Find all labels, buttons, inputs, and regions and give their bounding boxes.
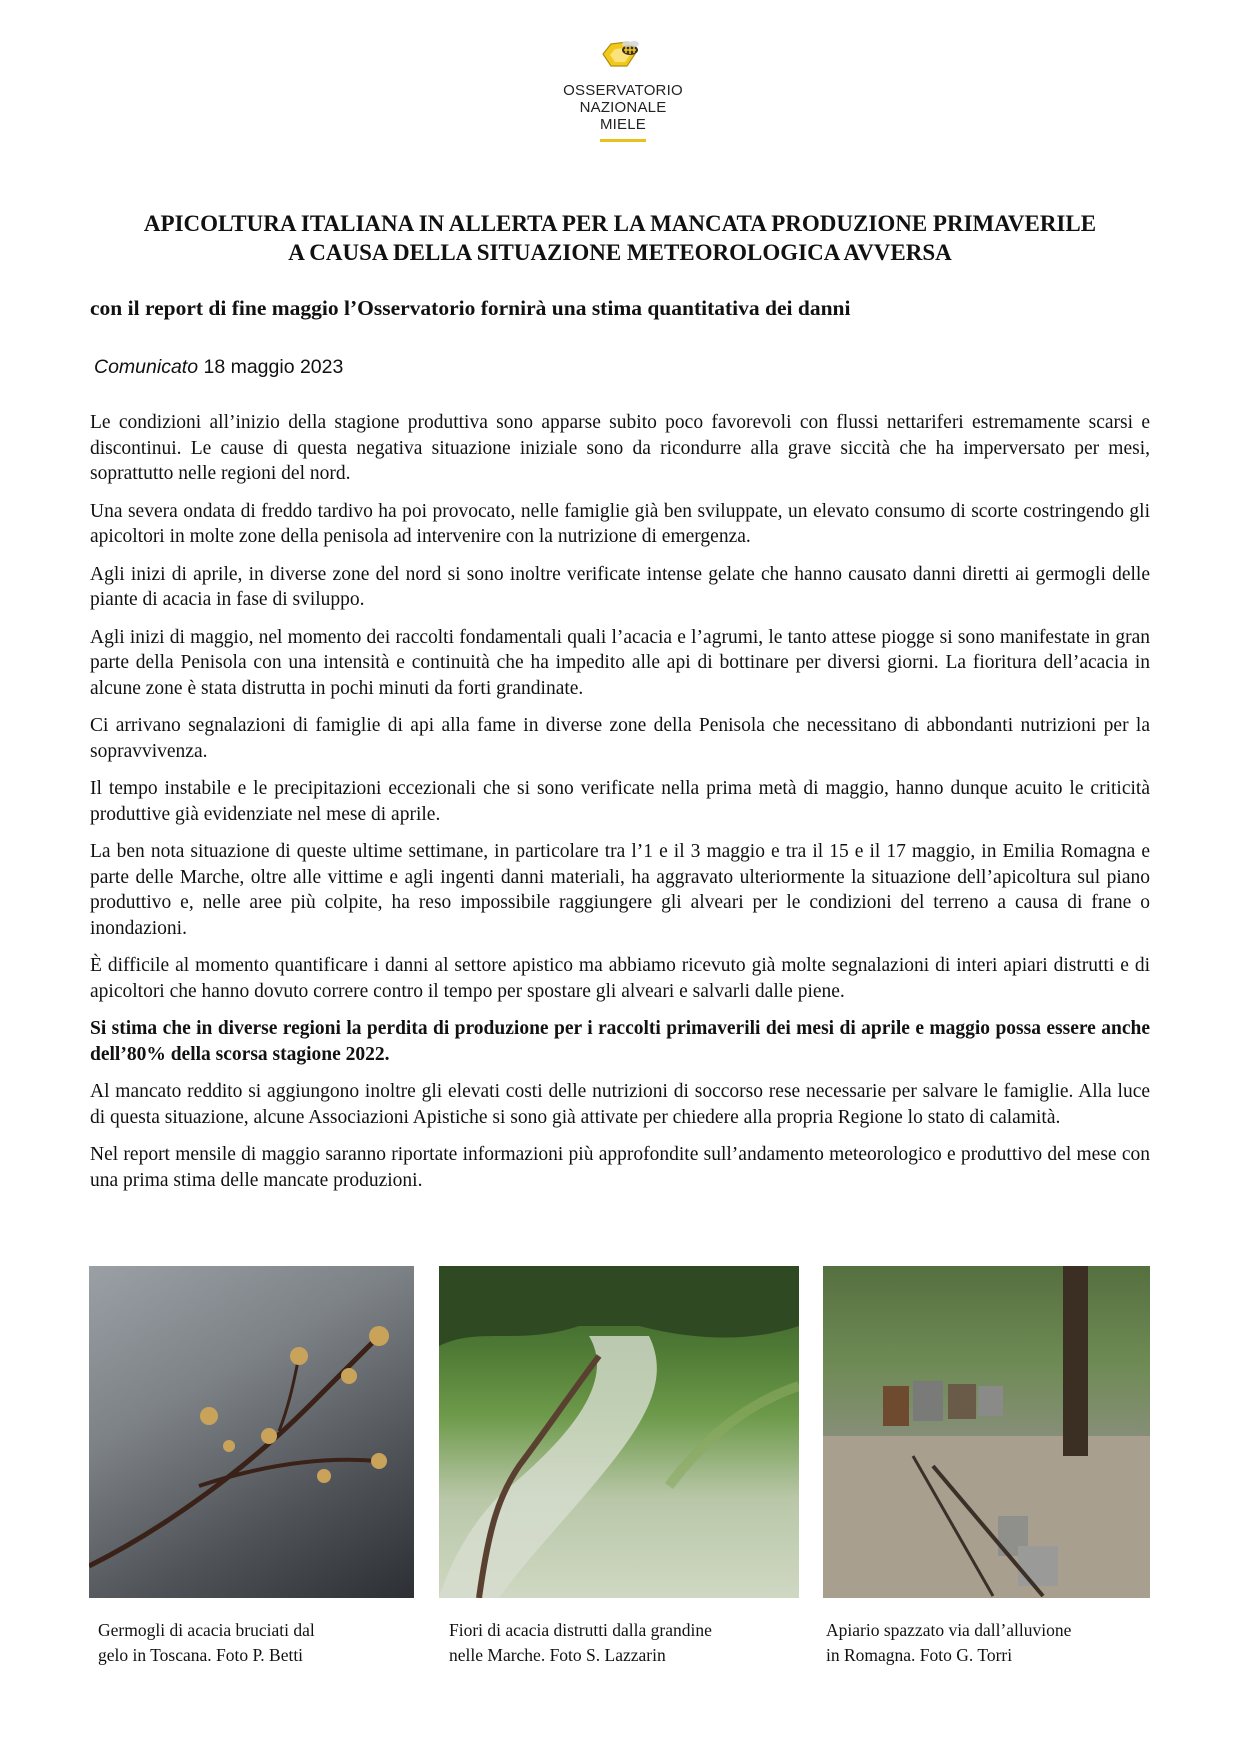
photo-flooded-apiary bbox=[823, 1266, 1150, 1598]
highlight-paragraph: Si stima che in diverse regioni la perdita di produzione per i raccolti primaverili dei mesi di aprile e maggio possa essere anche dell’80% della scorsa stagione 2022. bbox=[90, 1018, 1150, 1065]
publisher-logo bbox=[548, 40, 698, 142]
page-title bbox=[88, 209, 1152, 267]
paragraph: Nel report mensile di maggio saranno riportate informazioni più approfondite sull’andamento meteorologico e produttivo del mese con una prima stima delle mancate produzioni. bbox=[90, 1144, 1150, 1191]
paragraph: È difficile al momento quantificare i danni al settore apistico ma abbiamo ricevuto già molte segnalazioni di interi apiari distrutti e di apicoltori che hanno dovuto correre contro il tempo per spostare gli alveari e salvarli dalle piene. bbox=[90, 955, 1150, 1002]
paragraph: Agli inizi di aprile, in diverse zone del nord si sono inoltre verificate intense gelate che hanno causato danni diretti ai germogli delle piante di acacia in fase di sviluppo. bbox=[90, 563, 1150, 610]
dateline-label: Comunicato bbox=[94, 356, 199, 378]
paragraph: Il tempo instabile e le precipitazioni eccezionali che si sono verificate nella prima metà di maggio, hanno dunque acuito le criticità produttive già evidenziate nel mese di aprile. bbox=[90, 778, 1150, 825]
dateline bbox=[94, 356, 343, 379]
title-line-1: APICOLTURA ITALIANA IN ALLERTA PER LA MANCATA PRODUZIONE PRIMAVERILE bbox=[143, 211, 1097, 236]
logo-underline bbox=[600, 139, 646, 142]
photo-caption: Fiori di acacia distrutti dalla grandine nelle Marche. Foto S. Lazzarin bbox=[449, 1620, 712, 1665]
paragraph: Al mancato reddito si aggiungono inoltre gli elevati costi delle nutrizioni di soccorso rese necessarie per salvare le famiglie. Alla luce di questa situazione, alcune Associazioni Apistiche si sono già attivate per chiedere alla propria Regione lo stato di calamità. bbox=[90, 1081, 1150, 1128]
photo-hail-acacia-flowers bbox=[439, 1266, 799, 1598]
logo-line-3: MIELE bbox=[599, 116, 646, 133]
logo-line-1: OSSERVATORIO bbox=[563, 82, 683, 99]
paragraph: La ben nota situazione di queste ultime settimane, in particolare tra l’1 e il 3 maggio e tra il 15 e il 17 maggio, in Emilia Romagna e parte delle Marche, oltre alle vittime e agli ingenti danni materiali, ha aggravato ulteriormente la situazione dell’apicoltura sul piano produttivo e, nelle aree più colpite, ha reso impossibile raggiungere gli alveari per le condizioni del terreno a causa di frane o inondazioni. bbox=[90, 841, 1150, 939]
photo-caption: Germogli di acacia bruciati dal gelo in Toscana. Foto P. Betti bbox=[98, 1620, 315, 1665]
logo-line-2: NAZIONALE bbox=[579, 99, 667, 116]
bee-honey-cell-logo-icon bbox=[548, 40, 698, 82]
paragraph: Ci arrivano segnalazioni di famiglie di api alla fame in diverse zone della Penisola che necessitano di abbondanti nutrizioni per la sopravvivenza. bbox=[90, 715, 1150, 762]
paragraph: Le condizioni all’inizio della stagione produttiva sono apparse subito poco favorevoli con flussi nettariferi estremamente scarsi e discontinui. Le cause di questa negativa situazione iniziale sono da ricondurre alla grave siccità che ha imperversato per mesi, soprattutto nelle regioni del nord. bbox=[90, 412, 1150, 484]
subheadline: con il report di fine maggio l’Osservatorio fornirà una stima quantitativa dei danni bbox=[90, 296, 851, 320]
photo-caption: Apiario spazzato via dall’alluvione in Romagna. Foto G. Torri bbox=[826, 1620, 1072, 1665]
photo-frost-acacia-shoots bbox=[89, 1266, 414, 1598]
title-line-2: A CAUSA DELLA SITUAZIONE METEOROLOGICA AVVERSA bbox=[288, 240, 952, 265]
article-body bbox=[90, 410, 1150, 1205]
dateline-date: 18 maggio 2023 bbox=[198, 356, 344, 378]
paragraph: Una severa ondata di freddo tardivo ha poi provocato, nelle famiglie già ben sviluppate, un elevato consumo di scorte costringendo gli apicoltori in molte zone della penisola ad intervenire con la nutrizione di emergenza. bbox=[90, 500, 1150, 547]
paragraph: Agli inizi di maggio, nel momento dei raccolti fondamentali quali l’acacia e l’agrumi, le tanto attese piogge si sono manifestate in gran parte della Penisola con una intensità e continuità che ha impedito alle api di bottinare per diversi giorni. La fioritura dell’acacia in alcune zone è stata distrutta in pochi minuti da forti grandinate. bbox=[90, 626, 1150, 699]
